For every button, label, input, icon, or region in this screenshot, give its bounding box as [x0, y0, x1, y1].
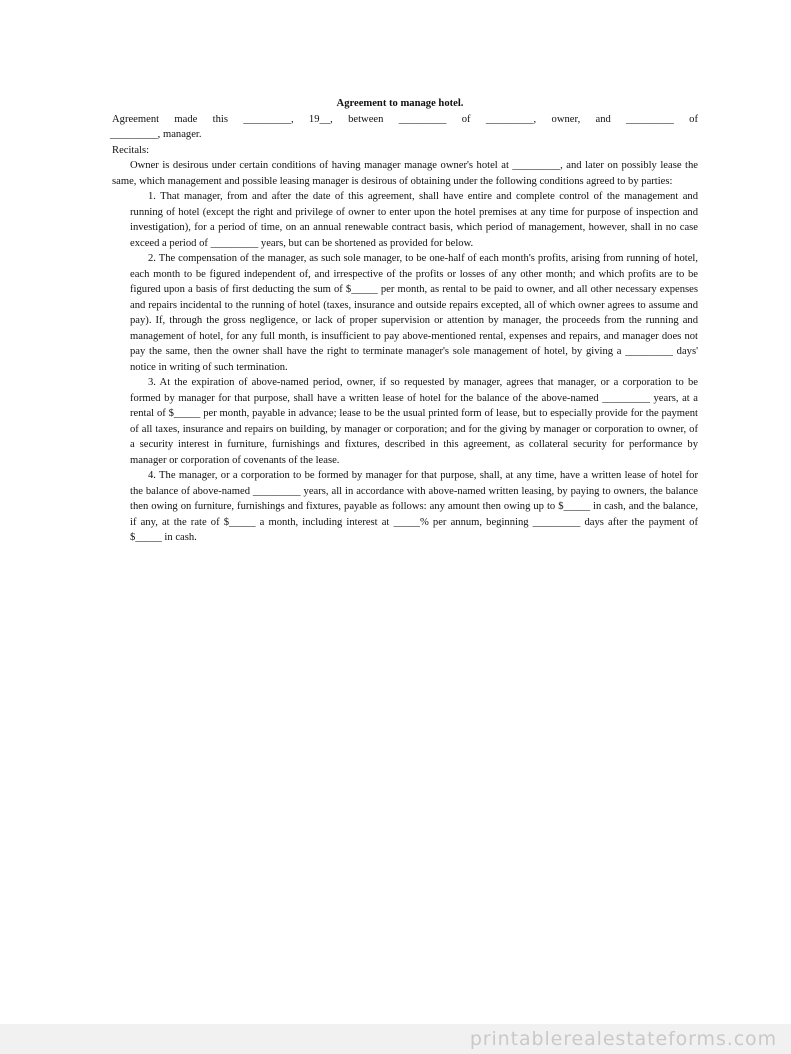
intro-line-2: _________, manager.: [110, 129, 202, 140]
footer-bar: [0, 1024, 791, 1054]
intro-paragraph: [112, 112, 698, 143]
clause-4: 4. The manager, or a corporation to be formed by manager for that purpose, shall, at any time, have a written lease of hotel for the balance of above-named _________ years, all in accordance with above-named written leasing, by paying to owners, the balance then owing on furniture, furnishings and fixtures, payable as follows: any amount then owing up to $_____ in cash, and the balance, if any, at the rate of $_____ a month, including interest at _____% per annum, beginning _________ days after the payment of $_____ in cash.: [130, 470, 698, 543]
owner-paragraph: Owner is desirous under certain conditions of having manager manage owner's hotel at _________, and later on possibly lease the same, which management and possible leasing manager is desirous of obtaining under the following conditions agreed to by parties:: [112, 160, 698, 187]
clause-3: 3. At the expiration of above-named period, owner, if so requested by manager, agrees that manager, or a corporation to be formed by manager for that purpose, shall have a written lease of hotel for the balance of the above-named _________ years, at a rental of $_____ per month, payable in advance; lease to be the usual printed form of lease, but to especially provide for the payment of all taxes, insurance and repairs on building, by manager or corporation; and for the giving by manager or corporation to owner, of a security interest in furniture, furnishings and fixtures, described in this agreement, as collateral security for performance by manager or corporation of covenants of the lease.: [130, 377, 698, 466]
intro-line-1: Agreement made this _________, 19__, between _________ of _________, owner, and _________ of: [112, 113, 698, 125]
clause-2: 2. The compensation of the manager, as such sole manager, to be one-half of each month's profits, arising from running of hotel, each month to be figured independent of, and irrespective of the profits or losses of any other month; and which profits are to be figured upon a basis of first deducting the sum of $_____ per month, as rental to be paid to owner, and all other necessary expenses and repairs incidental to the running of hotel (taxes, insurance and outside repairs excepted, all of which owner agrees to assume and pay). If, through the gross negligence, or lack of proper supervision or attention by manager, the proceeds from the running and management of hotel, for any full month, is insufficient to pay above-mentioned rental, expenses and repairs, and manager does not pay the same, then the owner shall have the right to terminate manager's sole management of hotel, by giving a _________ days' notice in writing of such termination.: [130, 253, 698, 373]
site-watermark: printablerealestateforms.com: [469, 1028, 777, 1050]
agreement-body: [112, 96, 698, 546]
document-title: Agreement to manage hotel.: [336, 98, 464, 109]
recitals-label: Recitals:: [112, 144, 150, 156]
clause-1: 1. That manager, from and after the date of this agreement, shall have entire and complete control of the management and running of hotel (except the right and privilege of owner to enter upon the hotel premises at any time for purpose of inspection and investigation), for a period of time, on an annual renewable contract basis, which period of management, however, shall in no case exceed a period of _________ years, but can be shortened as provided for below.: [130, 191, 698, 249]
